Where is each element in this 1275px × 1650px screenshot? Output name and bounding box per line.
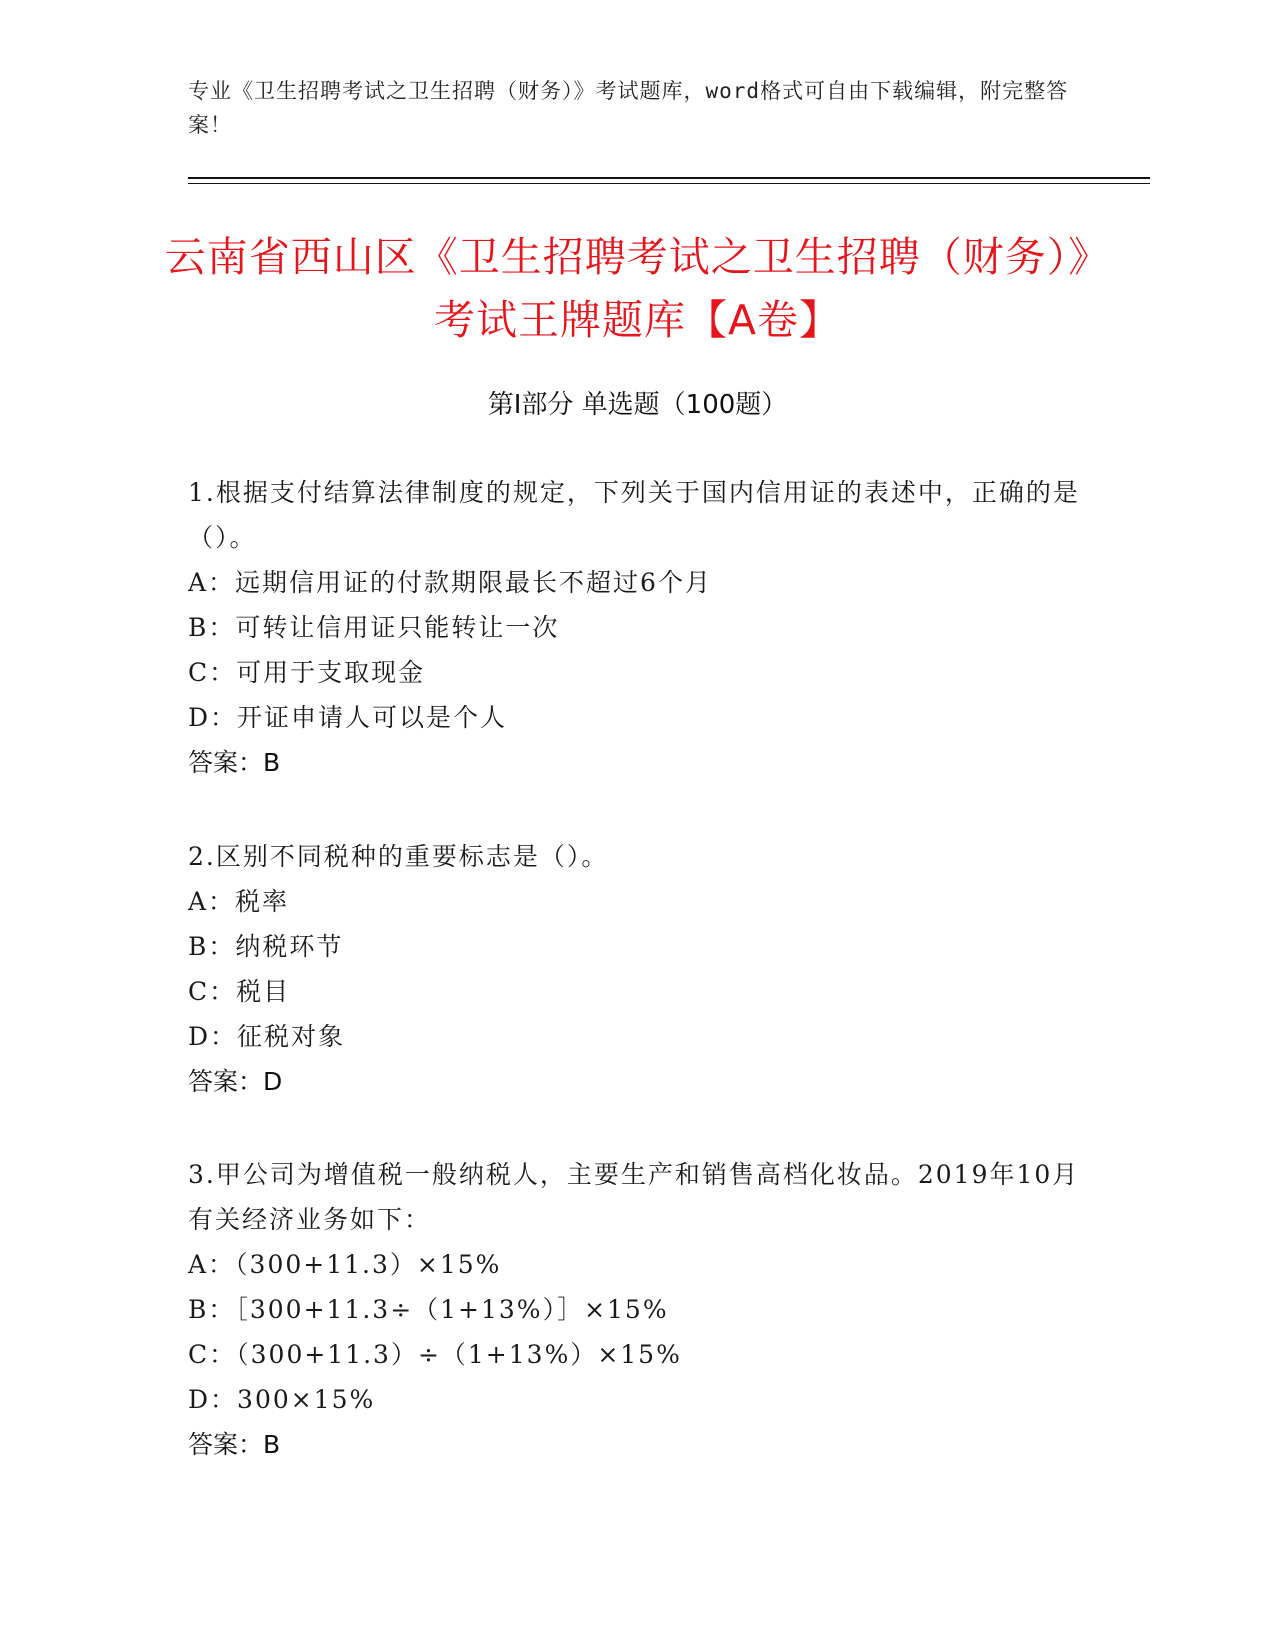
option-c: C：可用于支取现金	[188, 658, 426, 687]
section-title: 第I部分 单选题（100题）	[487, 390, 788, 420]
question-3	[188, 1152, 1088, 1467]
option-d: D：开证申请人可以是个人	[188, 703, 508, 732]
question-stem: 3.甲公司为增值税一般纳税人，主要生产和销售高档化妆品。2019年10月有关经济业务如下：	[188, 1160, 1080, 1234]
question-stem: 1.根据支付结算法律制度的规定，下列关于国内信用证的表述中，正确的是（）。	[188, 478, 1080, 552]
question-stem: 2.区别不同税种的重要标志是（）。	[188, 842, 609, 871]
answer: 答案：B	[188, 1430, 281, 1459]
answer: 答案：B	[188, 748, 281, 777]
option-c: C：（300+11.3）÷（1+13%）×15%	[188, 1340, 682, 1369]
option-b: B：可转让信用证只能转让一次	[188, 613, 560, 642]
option-b: B：纳税环节	[188, 932, 344, 961]
header-divider-thick	[188, 177, 1150, 179]
option-a: A：远期信用证的付款期限最长不超过6个月	[188, 568, 712, 597]
document-title: 云南省西山区《卫生招聘考试之卫生招聘（财务）》考试王牌题库【A卷】	[164, 233, 1111, 344]
option-b: B：［300+11.3÷（1+13%）］×15%	[188, 1295, 669, 1324]
option-c: C：税目	[188, 977, 291, 1006]
question-1	[188, 470, 1088, 785]
option-d: D：300×15%	[188, 1385, 376, 1414]
option-d: D：征税对象	[188, 1022, 346, 1051]
header-note: 专业《卫生招聘考试之卫生招聘（财务）》考试题库，word格式可自由下载编辑，附完整答案！	[188, 79, 1069, 137]
header-divider-thin	[188, 183, 1150, 184]
option-a: A：（300+11.3）×15%	[188, 1250, 502, 1279]
question-2	[188, 834, 1088, 1104]
answer: 答案：D	[188, 1067, 283, 1096]
option-a: A：税率	[188, 887, 290, 916]
